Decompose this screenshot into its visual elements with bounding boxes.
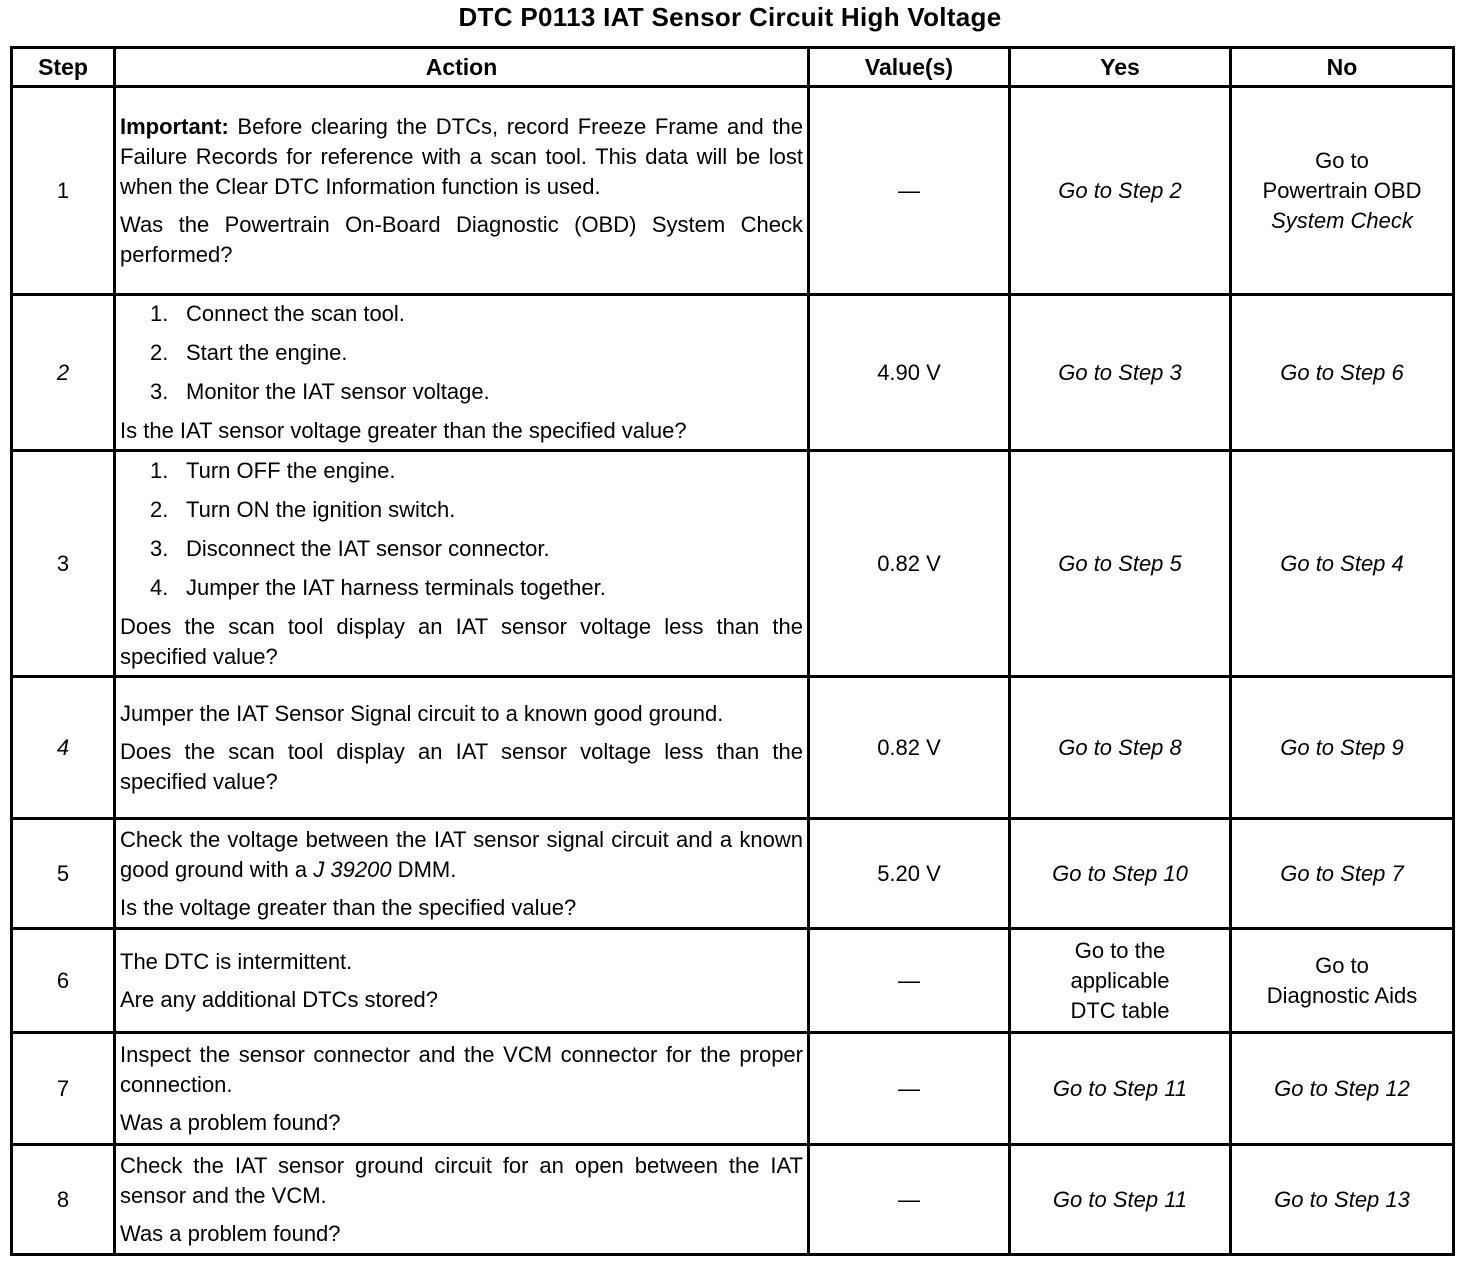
yes-cell[interactable]: Go to Step 3 [1010,295,1231,451]
step-number: 8 [12,1145,115,1255]
page-title: DTC P0113 IAT Sensor Circuit High Voltage [458,2,1002,32]
substep: 2. Turn ON the ignition switch. [150,496,456,522]
action-cell [115,819,809,929]
value-text: — [898,1186,920,1212]
step-number: 3 [12,451,115,677]
yes-cell[interactable]: Go to Step 11 [1010,1145,1231,1255]
table-row [12,1145,1454,1255]
action-cell [115,451,809,677]
header-value: Value(s) [809,48,1010,87]
value-cell [809,1033,1010,1145]
question-text: Is the IAT sensor voltage greater than the specified value? [120,418,687,443]
yes-cell[interactable] [1010,929,1231,1033]
header-action: Action [115,48,809,87]
no-line: Diagnostic Aids [1266,982,1418,1008]
value-cell: 0.82 V [809,677,1010,819]
value-text: — [898,177,920,203]
question-text: Is the voltage greater than the specified value? [120,894,577,920]
table-row [12,819,1454,929]
step-number: 2 [12,295,115,451]
yes-cell[interactable]: Go to Step 8 [1010,677,1231,819]
step-number: 7 [12,1033,115,1145]
yes-line: applicable [1070,967,1170,993]
action-cell [115,295,809,451]
no-cell[interactable]: Go to Step 6 [1231,295,1454,451]
value-cell: 0.82 V [809,451,1010,677]
table-row [12,929,1454,1033]
header-no: No [1231,48,1454,87]
no-cell[interactable]: Go to Step 7 [1231,819,1454,929]
step-number: 6 [12,929,115,1033]
question-text: Does the scan tool display an IAT sensor voltage less than the specified value? [120,738,803,794]
substep: 3. Disconnect the IAT sensor connector. [150,535,550,561]
yes-line: Go to the [1074,937,1166,963]
table-row [12,1033,1454,1145]
no-line: Powertrain OBD [1262,177,1422,203]
action-text: Inspect the sensor connector and the VCM connector for the proper connection. [120,1041,803,1097]
no-line: Go to [1315,147,1369,173]
no-cell[interactable] [1231,929,1454,1033]
value-text: — [898,1075,920,1101]
substep: 4. Jumper the IAT harness terminals together. [150,574,606,600]
table-row [12,87,1454,295]
question-text: Was a problem found? [120,1220,341,1246]
value-cell: 4.90 V [809,295,1010,451]
tool-name: J 39200 [313,856,392,882]
action-text: Check the IAT sensor ground circuit for an open between the IAT sensor and the VCM. [120,1152,803,1208]
no-cell[interactable] [1231,87,1454,295]
value-text: — [898,967,920,993]
action-cell [115,1033,809,1145]
value-cell [809,1145,1010,1255]
yes-line: DTC table [1070,997,1170,1023]
substep-list [120,299,803,407]
no-line: System Check [1271,207,1413,233]
substep: 2. Start the engine. [150,340,348,365]
action-cell [115,87,809,295]
important-note [120,112,803,202]
substep: 1. Turn OFF the engine. [150,457,396,483]
table-row [12,451,1454,677]
step-number: 4 [12,677,115,819]
question-text: Was a problem found? [120,1109,341,1135]
yes-cell[interactable]: Go to Step 11 [1010,1033,1231,1145]
question-text: Are any additional DTCs stored? [120,986,438,1012]
header-step: Step [12,48,115,87]
action-text: The DTC is intermittent. [120,948,353,974]
no-line: Go to [1315,952,1369,978]
header-yes: Yes [1010,48,1231,87]
substep: 1. Connect the scan tool. [150,301,405,326]
action-cell [115,929,809,1033]
substep-list [120,456,803,603]
no-cell[interactable]: Go to Step 13 [1231,1145,1454,1255]
important-label: Important: [120,113,229,139]
table-header-row [12,48,1454,87]
step-number: 5 [12,819,115,929]
important-text: Before clearing the DTCs, record Freeze Frame and the Failure Records for reference with a scan tool. This data will be lost when the Clear DTC Information function is used. [120,113,803,199]
value-cell [809,87,1010,295]
yes-cell[interactable]: Go to Step 5 [1010,451,1231,677]
action-text: Jumper the IAT Sensor Signal circuit to a known good ground. [120,700,724,726]
no-cell[interactable]: Go to Step 9 [1231,677,1454,819]
question-text: Was the Powertrain On-Board Diagnostic (OBD) System Check performed? [120,211,803,267]
diagnostic-table [10,46,1455,1256]
value-cell: 5.20 V [809,819,1010,929]
action-cell [115,677,809,819]
no-cell[interactable]: Go to Step 4 [1231,451,1454,677]
yes-cell[interactable]: Go to Step 10 [1010,819,1231,929]
table-row [12,295,1454,451]
action-cell [115,1145,809,1255]
substep: 3. Monitor the IAT sensor voltage. [150,379,490,404]
table-row [12,677,1454,819]
step-number: 1 [12,87,115,295]
no-cell[interactable]: Go to Step 12 [1231,1033,1454,1145]
value-cell [809,929,1010,1033]
action-text: Check the voltage between the IAT sensor signal circuit and a known good ground with a J 39200 DMM. [120,826,803,882]
question-text: Does the scan tool display an IAT sensor voltage less than the specified value? [120,613,803,669]
yes-cell[interactable]: Go to Step 2 [1010,87,1231,295]
